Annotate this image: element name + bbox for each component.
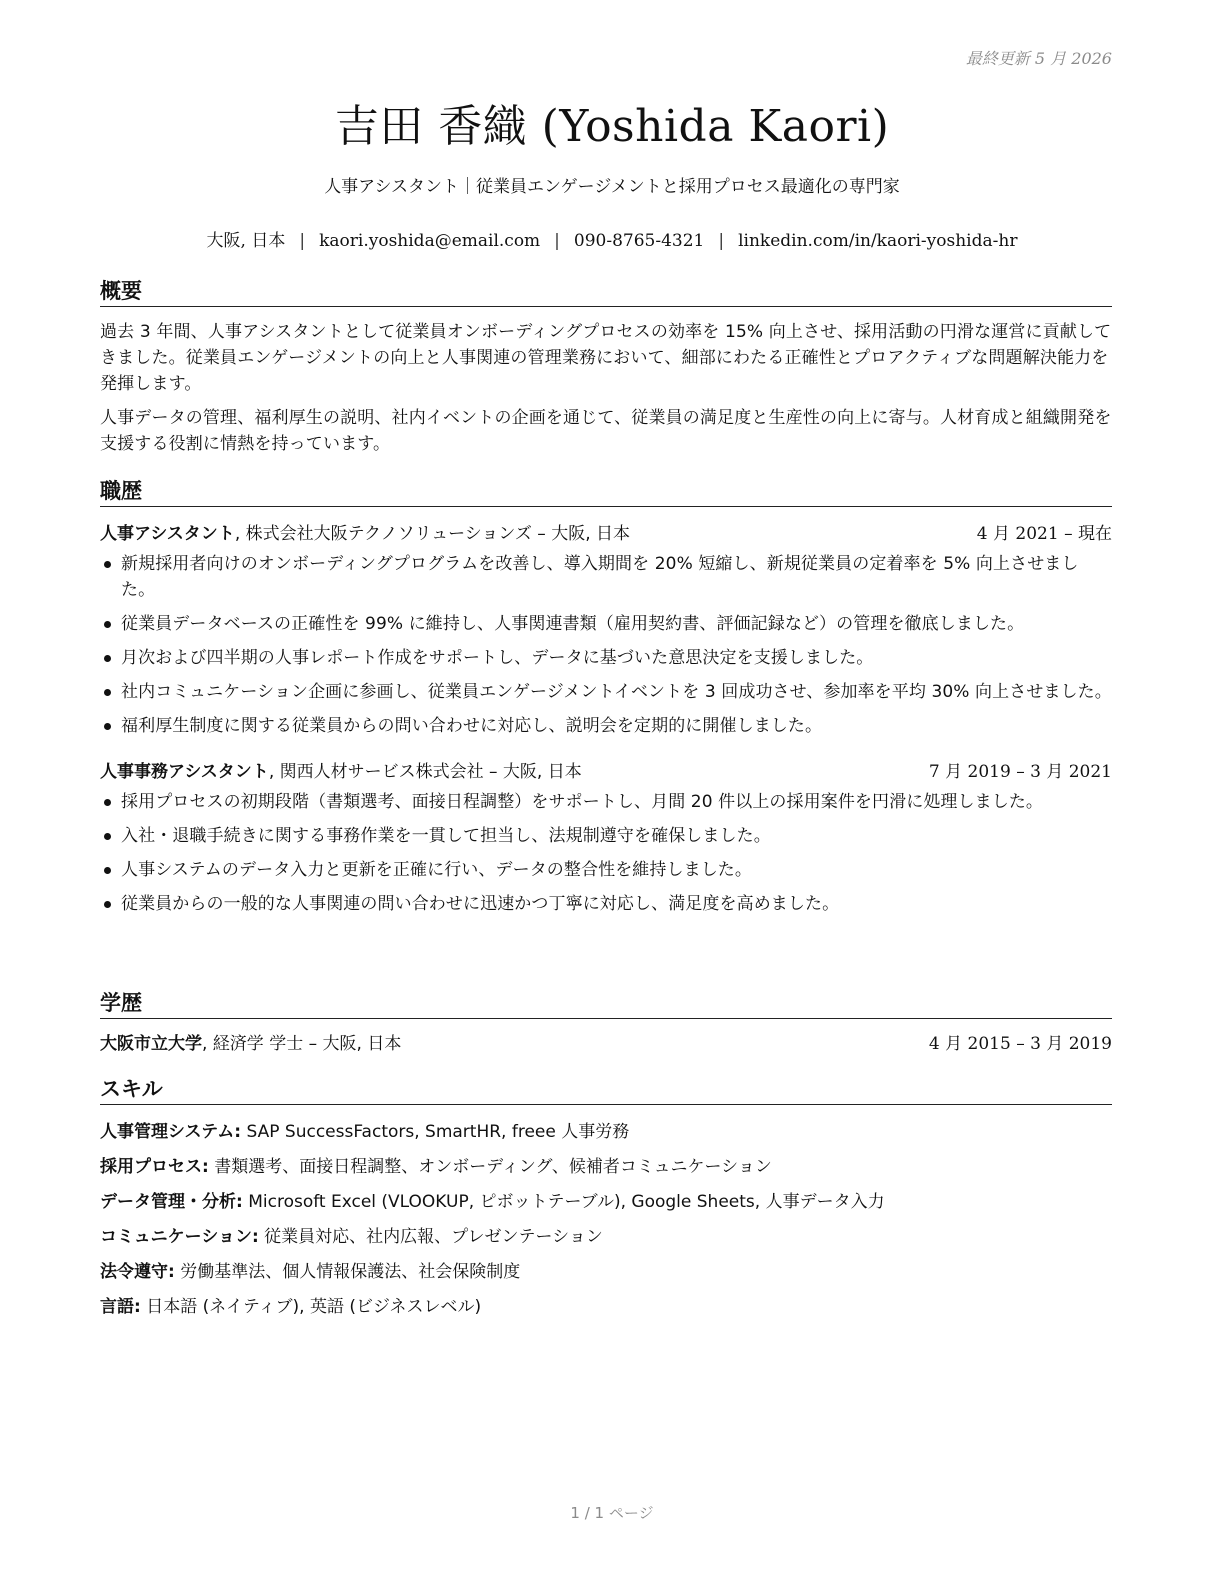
job-date: 7 月 2019 – 3 月 2021 <box>928 762 1112 782</box>
summary-section <box>100 278 1112 457</box>
job-bullets <box>100 789 1112 917</box>
contact-separator: | <box>718 231 725 251</box>
education-section <box>100 990 1112 1057</box>
section-title-skills: スキル <box>100 1076 1112 1105</box>
skill-value: SAP SuccessFactors, SmartHR, freee 人事労務 <box>241 1122 630 1142</box>
skill-key: 言語: <box>100 1297 141 1317</box>
job-date: 4 月 2021 – 現在 <box>976 524 1112 544</box>
job-bullets <box>100 551 1112 739</box>
list-item: 従業員からの一般的な人事関連の問い合わせに迅速かつ丁寧に対応し、満足度を高めました。 <box>100 891 1112 917</box>
contact-separator: | <box>299 231 306 251</box>
education-detail: , 経済学 学士 – 大阪, 日本 <box>202 1034 402 1054</box>
education-entry <box>100 1031 1112 1057</box>
headline: 人事アシスタント｜従業員エンゲージメントと採用プロセス最適化の専門家 <box>324 177 900 197</box>
skill-key: 採用プロセス: <box>100 1157 209 1177</box>
job-role: 人事事務アシスタント <box>100 762 269 782</box>
contact-phone[interactable]: 090-8765-4321 <box>573 231 705 251</box>
skills-list <box>100 1119 1112 1320</box>
skill-value: Microsoft Excel (VLOOKUP, ピボットテーブル), Google Sheets, 人事データ入力 <box>242 1192 885 1212</box>
skill-row <box>100 1294 1112 1320</box>
list-item: 新規採用者向けのオンボーディングプログラムを改善し、導入期間を 20% 短縮し、新規従業員の定着率を 5% 向上させました。 <box>100 551 1112 603</box>
skills-section <box>100 1076 1112 1329</box>
skill-value: 書類選考、面接日程調整、オンボーディング、候補者コミュニケーション <box>208 1157 772 1177</box>
page-number: 1 / 1 ページ <box>570 1504 654 1522</box>
job-org: , 株式会社大阪テクノソリューションズ – 大阪, 日本 <box>234 524 631 544</box>
job-org: , 関西人材サービス株式会社 – 大阪, 日本 <box>268 762 582 782</box>
skill-key: データ管理・分析: <box>100 1192 243 1212</box>
skill-row <box>100 1224 1112 1250</box>
section-title-education: 学歴 <box>100 990 1112 1019</box>
skill-key: 人事管理システム: <box>100 1122 242 1142</box>
list-item: 月次および四半期の人事レポート作成をサポートし、データに基づいた意思決定を支援しました。 <box>100 645 1112 671</box>
job-header <box>100 521 1112 547</box>
contact-email[interactable]: kaori.yoshida@email.com <box>319 231 541 251</box>
skill-row <box>100 1259 1112 1285</box>
contact-linkedin[interactable]: linkedin.com/in/kaori-yoshida-hr <box>738 231 1018 251</box>
candidate-name: 吉田 香織 (Yoshida Kaori) <box>334 101 890 152</box>
skill-row <box>100 1154 1112 1180</box>
skill-value: 日本語 (ネイティブ), 英語 (ビジネスレベル) <box>140 1297 482 1317</box>
list-item: 社内コミュニケーション企画に参画し、従業員エンゲージメントイベントを 3 回成功させ、参加率を平均 30% 向上させました。 <box>100 679 1112 705</box>
list-item: 採用プロセスの初期段階（書類選考、面接日程調整）をサポートし、月間 20 件以上の採用案件を円滑に処理しました。 <box>100 789 1112 815</box>
list-item: 入社・退職手続きに関する事務作業を一貫して担当し、法規制遵守を確保しました。 <box>100 823 1112 849</box>
skill-value: 従業員対応、社内広報、プレゼンテーション <box>258 1227 603 1247</box>
job-header <box>100 759 1112 785</box>
skill-key: コミュニケーション: <box>100 1227 259 1247</box>
list-item: 人事システムのデータ入力と更新を正確に行い、データの整合性を維持しました。 <box>100 857 1112 883</box>
education-date: 4 月 2015 – 3 月 2019 <box>928 1034 1112 1054</box>
summary-paragraph: 人事データの管理、福利厚生の説明、社内イベントの企画を通じて、従業員の満足度と生産性の向上に寄与。人材育成と組織開発を支援する役割に情熱を持っています。 <box>100 408 1112 454</box>
contact-location: 大阪, 日本 <box>206 231 286 251</box>
contact-separator: | <box>554 231 560 251</box>
skill-key: 法令遵守: <box>100 1262 175 1282</box>
skill-value: 労働基準法、個人情報保護法、社会保険制度 <box>174 1262 521 1282</box>
section-title-experience: 職歴 <box>100 478 1112 507</box>
job-role: 人事アシスタント <box>100 524 235 544</box>
last-updated: 最終更新 5 月 2026 <box>965 49 1112 68</box>
list-item: 福利厚生制度に関する従業員からの問い合わせに対応し、説明会を定期的に開催しました。 <box>100 713 1112 739</box>
summary-paragraph: 過去 3 年間、人事アシスタントとして従業員オンボーディングプロセスの効率を 15% 向上させ、採用活動の円滑な運営に貢献してきました。従業員エンゲージメントの向上と人事関連の管理業務において、細部にわたる正確性とプロアクティブな問題解決能力を発揮します。 <box>100 322 1112 394</box>
contact-line <box>0 226 1224 251</box>
experience-section <box>100 478 1112 925</box>
skill-row <box>100 1189 1112 1215</box>
section-title-summary: 概要 <box>100 278 1112 307</box>
list-item: 従業員データベースの正確性を 99% に維持し、人事関連書類（雇用契約書、評価記録など）の管理を徹底しました。 <box>100 611 1112 637</box>
education-school: 大阪市立大学 <box>100 1034 202 1054</box>
skill-row <box>100 1119 1112 1145</box>
